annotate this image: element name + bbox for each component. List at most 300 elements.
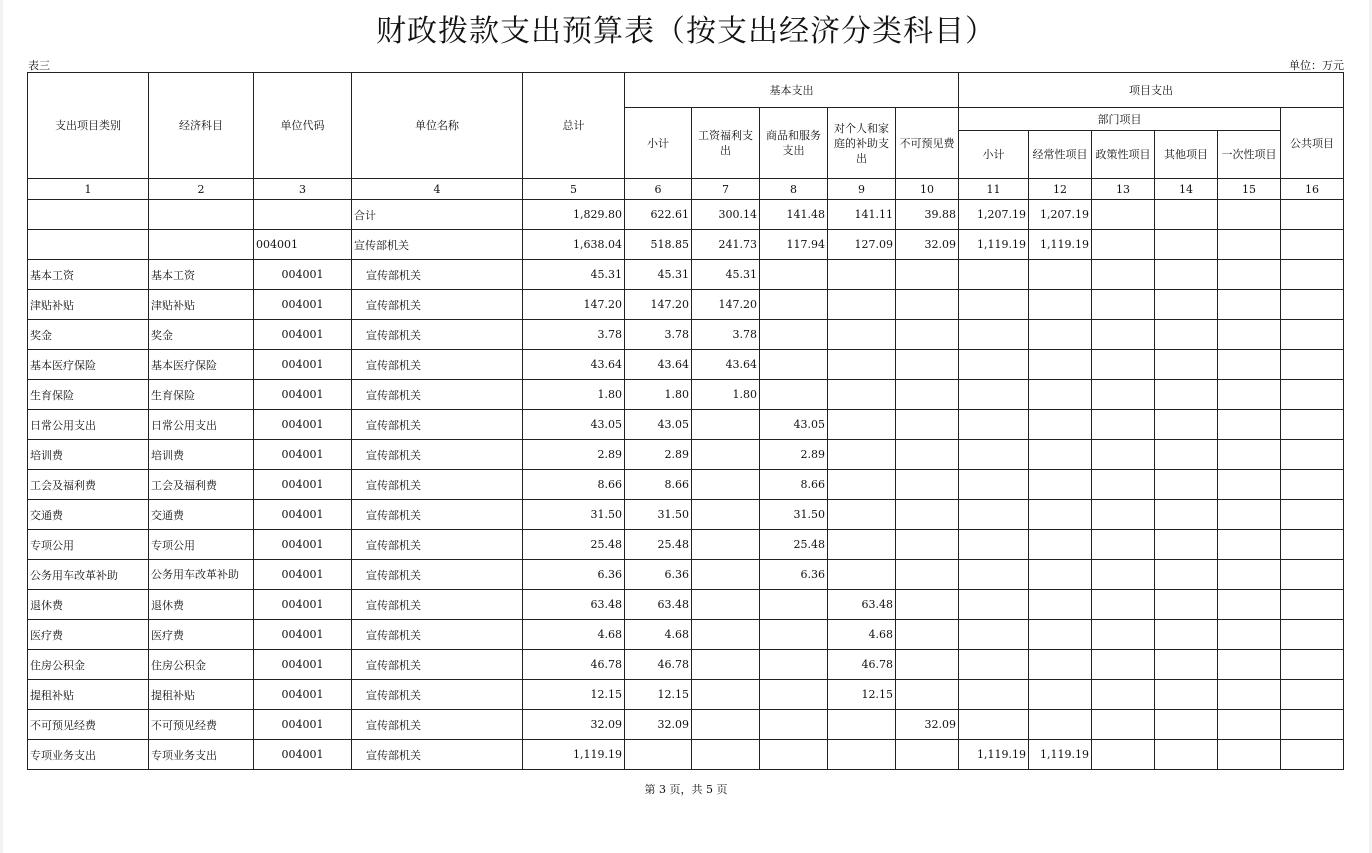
cell-category: 专项公用 xyxy=(28,530,149,560)
cell-wages xyxy=(692,560,760,590)
cell-wages: 3.78 xyxy=(692,320,760,350)
cell-wages xyxy=(692,590,760,620)
cell-basic-subtotal: 147.20 xyxy=(625,290,692,320)
cell-public xyxy=(1281,530,1344,560)
cell-basic-subtotal: 2.89 xyxy=(625,440,692,470)
cell-policy xyxy=(1092,230,1155,260)
cell-project-subtotal xyxy=(959,380,1029,410)
cell-onetime xyxy=(1218,740,1281,770)
cell-wages xyxy=(692,680,760,710)
cell-unforeseen xyxy=(896,530,959,560)
cell-total: 147.20 xyxy=(523,290,625,320)
cell-wages xyxy=(692,620,760,650)
cell-unforeseen xyxy=(896,590,959,620)
cell-personal xyxy=(828,290,896,320)
cell-project-subtotal: 1,119.19 xyxy=(959,740,1029,770)
cell-total: 43.64 xyxy=(523,350,625,380)
cell-project-subtotal xyxy=(959,410,1029,440)
cell-total: 1.80 xyxy=(523,380,625,410)
cell-unforeseen xyxy=(896,260,959,290)
cell-basic-subtotal: 25.48 xyxy=(625,530,692,560)
cell-basic-subtotal: 43.64 xyxy=(625,350,692,380)
cell-econ-subject: 培训费 xyxy=(149,440,254,470)
cell-other xyxy=(1155,350,1218,380)
cell-unit-code: 004001 xyxy=(254,260,352,290)
header-other: 其他项目 xyxy=(1155,131,1218,179)
header-basic-subtotal: 小计 xyxy=(625,108,692,179)
cell-basic-subtotal: 31.50 xyxy=(625,500,692,530)
table-row xyxy=(28,620,1344,650)
cell-project-subtotal xyxy=(959,350,1029,380)
cell-policy xyxy=(1092,590,1155,620)
cell-category: 不可预见经费 xyxy=(28,710,149,740)
cell-wages: 241.73 xyxy=(692,230,760,260)
cell-onetime xyxy=(1218,230,1281,260)
cell-basic-subtotal: 43.05 xyxy=(625,410,692,440)
cell-recurring xyxy=(1029,470,1092,500)
column-index-cell: 1 xyxy=(28,179,149,200)
cell-onetime xyxy=(1218,650,1281,680)
cell-goods: 117.94 xyxy=(760,230,828,260)
cell-basic-subtotal: 4.68 xyxy=(625,620,692,650)
header-goods: 商品和服务支出 xyxy=(760,108,828,179)
cell-total: 1,829.80 xyxy=(523,200,625,230)
column-index-cell: 14 xyxy=(1155,179,1218,200)
cell-total: 2.89 xyxy=(523,440,625,470)
cell-unit-name: 宣传部机关 xyxy=(352,650,523,680)
table-row xyxy=(28,380,1344,410)
cell-recurring xyxy=(1029,320,1092,350)
cell-goods xyxy=(760,320,828,350)
cell-project-subtotal: 1,119.19 xyxy=(959,230,1029,260)
cell-unit-code: 004001 xyxy=(254,500,352,530)
cell-total: 25.48 xyxy=(523,530,625,560)
cell-category: 公务用车改革补助 xyxy=(28,560,149,590)
cell-unforeseen xyxy=(896,650,959,680)
cell-onetime xyxy=(1218,440,1281,470)
column-index-cell: 4 xyxy=(352,179,523,200)
table-row xyxy=(28,650,1344,680)
cell-public xyxy=(1281,440,1344,470)
header-unit-name: 单位名称 xyxy=(352,73,523,179)
cell-unit-code: 004001 xyxy=(254,320,352,350)
cell-policy xyxy=(1092,260,1155,290)
cell-unit-name: 宣传部机关 xyxy=(352,470,523,500)
cell-policy xyxy=(1092,440,1155,470)
cell-policy xyxy=(1092,350,1155,380)
cell-other xyxy=(1155,470,1218,500)
cell-unit-code: 004001 xyxy=(254,230,352,260)
column-index-cell: 8 xyxy=(760,179,828,200)
cell-econ-subject: 退休费 xyxy=(149,590,254,620)
column-index-cell: 13 xyxy=(1092,179,1155,200)
cell-total: 32.09 xyxy=(523,710,625,740)
cell-basic-subtotal: 6.36 xyxy=(625,560,692,590)
cell-econ-subject: 专项公用 xyxy=(149,530,254,560)
cell-unit-code: 004001 xyxy=(254,440,352,470)
cell-category: 津贴补贴 xyxy=(28,290,149,320)
header-category: 支出项目类别 xyxy=(28,73,149,179)
cell-category xyxy=(28,230,149,260)
cell-category: 专项业务支出 xyxy=(28,740,149,770)
cell-total: 6.36 xyxy=(523,560,625,590)
cell-onetime xyxy=(1218,590,1281,620)
cell-recurring xyxy=(1029,620,1092,650)
cell-recurring xyxy=(1029,560,1092,590)
cell-personal xyxy=(828,500,896,530)
cell-unforeseen xyxy=(896,470,959,500)
cell-onetime xyxy=(1218,410,1281,440)
cell-public xyxy=(1281,230,1344,260)
cell-public xyxy=(1281,560,1344,590)
header-dept-group: 部门项目 xyxy=(959,108,1281,131)
cell-project-subtotal xyxy=(959,290,1029,320)
cell-wages xyxy=(692,440,760,470)
cell-recurring xyxy=(1029,350,1092,380)
cell-basic-subtotal: 32.09 xyxy=(625,710,692,740)
cell-onetime xyxy=(1218,560,1281,590)
cell-wages xyxy=(692,470,760,500)
cell-category: 基本医疗保险 xyxy=(28,350,149,380)
cell-unforeseen: 39.88 xyxy=(896,200,959,230)
cell-econ-subject: 生育保险 xyxy=(149,380,254,410)
cell-goods xyxy=(760,590,828,620)
cell-econ-subject: 提租补贴 xyxy=(149,680,254,710)
cell-public xyxy=(1281,260,1344,290)
cell-basic-subtotal: 3.78 xyxy=(625,320,692,350)
cell-unit-name: 宣传部机关 xyxy=(352,740,523,770)
cell-unit-name: 宣传部机关 xyxy=(352,410,523,440)
cell-unit-code: 004001 xyxy=(254,680,352,710)
cell-other xyxy=(1155,380,1218,410)
header-econ-subject: 经济科目 xyxy=(149,73,254,179)
document-title: 财政拨款支出预算表（按支出经济分类科目） xyxy=(376,14,996,49)
cell-category: 日常公用支出 xyxy=(28,410,149,440)
cell-wages xyxy=(692,500,760,530)
cell-policy xyxy=(1092,200,1155,230)
cell-policy xyxy=(1092,290,1155,320)
cell-recurring: 1,119.19 xyxy=(1029,740,1092,770)
column-index-cell: 6 xyxy=(625,179,692,200)
column-index-cell: 12 xyxy=(1029,179,1092,200)
table-row xyxy=(28,680,1344,710)
table-row xyxy=(28,590,1344,620)
cell-unit-name: 合计 xyxy=(352,200,523,230)
cell-project-subtotal xyxy=(959,650,1029,680)
cell-unit-name: 宣传部机关 xyxy=(352,350,523,380)
cell-unit-code: 004001 xyxy=(254,710,352,740)
cell-goods xyxy=(760,620,828,650)
cell-total: 3.78 xyxy=(523,320,625,350)
cell-goods: 31.50 xyxy=(760,500,828,530)
cell-econ-subject: 公务用车改革补助 xyxy=(149,560,254,590)
cell-other xyxy=(1155,440,1218,470)
cell-unforeseen: 32.09 xyxy=(896,230,959,260)
cell-policy xyxy=(1092,620,1155,650)
cell-unforeseen xyxy=(896,680,959,710)
cell-personal xyxy=(828,710,896,740)
cell-policy xyxy=(1092,680,1155,710)
cell-unit-code: 004001 xyxy=(254,620,352,650)
cell-other xyxy=(1155,530,1218,560)
cell-total: 45.31 xyxy=(523,260,625,290)
cell-personal xyxy=(828,740,896,770)
cell-unforeseen xyxy=(896,560,959,590)
cell-other xyxy=(1155,290,1218,320)
cell-public xyxy=(1281,320,1344,350)
column-index-cell: 16 xyxy=(1281,179,1344,200)
cell-personal xyxy=(828,380,896,410)
cell-wages: 45.31 xyxy=(692,260,760,290)
cell-public xyxy=(1281,410,1344,440)
cell-basic-subtotal: 8.66 xyxy=(625,470,692,500)
cell-goods: 43.05 xyxy=(760,410,828,440)
header-public: 公共项目 xyxy=(1281,108,1344,179)
cell-personal: 12.15 xyxy=(828,680,896,710)
cell-recurring xyxy=(1029,530,1092,560)
header-project-group: 项目支出 xyxy=(959,73,1344,108)
cell-total: 46.78 xyxy=(523,650,625,680)
cell-unit-code: 004001 xyxy=(254,410,352,440)
cell-total: 12.15 xyxy=(523,680,625,710)
cell-policy xyxy=(1092,650,1155,680)
cell-goods: 6.36 xyxy=(760,560,828,590)
cell-basic-subtotal: 45.31 xyxy=(625,260,692,290)
cell-goods xyxy=(760,350,828,380)
cell-goods xyxy=(760,710,828,740)
cell-project-subtotal xyxy=(959,470,1029,500)
cell-basic-subtotal: 1.80 xyxy=(625,380,692,410)
cell-project-subtotal xyxy=(959,560,1029,590)
cell-econ-subject: 不可预见经费 xyxy=(149,710,254,740)
cell-econ-subject: 专项业务支出 xyxy=(149,740,254,770)
cell-econ-subject: 交通费 xyxy=(149,500,254,530)
cell-total: 8.66 xyxy=(523,470,625,500)
cell-unforeseen xyxy=(896,320,959,350)
cell-recurring xyxy=(1029,710,1092,740)
cell-policy xyxy=(1092,410,1155,440)
cell-econ-subject: 津贴补贴 xyxy=(149,290,254,320)
cell-category: 工会及福利费 xyxy=(28,470,149,500)
cell-basic-subtotal xyxy=(625,740,692,770)
cell-policy xyxy=(1092,710,1155,740)
cell-econ-subject: 基本工资 xyxy=(149,260,254,290)
cell-unit-code: 004001 xyxy=(254,530,352,560)
cell-personal: 4.68 xyxy=(828,620,896,650)
cell-unit-name: 宣传部机关 xyxy=(352,380,523,410)
cell-goods xyxy=(760,680,828,710)
cell-other xyxy=(1155,200,1218,230)
cell-goods xyxy=(760,260,828,290)
cell-recurring xyxy=(1029,500,1092,530)
column-index-cell: 11 xyxy=(959,179,1029,200)
cell-category: 退休费 xyxy=(28,590,149,620)
cell-category: 住房公积金 xyxy=(28,650,149,680)
cell-policy xyxy=(1092,560,1155,590)
cell-unit-name: 宣传部机关 xyxy=(352,560,523,590)
cell-wages xyxy=(692,410,760,440)
cell-project-subtotal xyxy=(959,710,1029,740)
cell-recurring xyxy=(1029,590,1092,620)
cell-category: 生育保险 xyxy=(28,380,149,410)
header-unit-code: 单位代码 xyxy=(254,73,352,179)
table-row xyxy=(28,230,1344,260)
cell-unforeseen xyxy=(896,440,959,470)
cell-econ-subject: 日常公用支出 xyxy=(149,410,254,440)
cell-personal: 141.11 xyxy=(828,200,896,230)
cell-wages xyxy=(692,710,760,740)
cell-personal xyxy=(828,530,896,560)
cell-econ-subject xyxy=(149,200,254,230)
table-row xyxy=(28,410,1344,440)
cell-goods xyxy=(760,290,828,320)
cell-project-subtotal xyxy=(959,260,1029,290)
cell-wages: 1.80 xyxy=(692,380,760,410)
cell-other xyxy=(1155,740,1218,770)
cell-public xyxy=(1281,200,1344,230)
cell-other xyxy=(1155,650,1218,680)
column-index-cell: 3 xyxy=(254,179,352,200)
cell-other xyxy=(1155,710,1218,740)
cell-basic-subtotal: 63.48 xyxy=(625,590,692,620)
cell-basic-subtotal: 518.85 xyxy=(625,230,692,260)
cell-recurring: 1,207.19 xyxy=(1029,200,1092,230)
cell-econ-subject: 工会及福利费 xyxy=(149,470,254,500)
cell-recurring xyxy=(1029,290,1092,320)
cell-total: 1,119.19 xyxy=(523,740,625,770)
cell-goods: 2.89 xyxy=(760,440,828,470)
cell-unit-code: 004001 xyxy=(254,290,352,320)
cell-unit-name: 宣传部机关 xyxy=(352,440,523,470)
cell-total: 4.68 xyxy=(523,620,625,650)
cell-unit-code: 004001 xyxy=(254,470,352,500)
cell-unit-name: 宣传部机关 xyxy=(352,590,523,620)
column-index-cell: 7 xyxy=(692,179,760,200)
cell-personal: 46.78 xyxy=(828,650,896,680)
cell-unit-name: 宣传部机关 xyxy=(352,230,523,260)
cell-public xyxy=(1281,500,1344,530)
cell-onetime xyxy=(1218,290,1281,320)
cell-unit-code: 004001 xyxy=(254,740,352,770)
cell-policy xyxy=(1092,530,1155,560)
cell-recurring xyxy=(1029,410,1092,440)
cell-policy xyxy=(1092,740,1155,770)
cell-unit-code: 004001 xyxy=(254,380,352,410)
cell-project-subtotal: 1,207.19 xyxy=(959,200,1029,230)
cell-goods: 141.48 xyxy=(760,200,828,230)
cell-unit-name: 宣传部机关 xyxy=(352,620,523,650)
cell-other xyxy=(1155,680,1218,710)
cell-unit-name: 宣传部机关 xyxy=(352,500,523,530)
cell-econ-subject: 奖金 xyxy=(149,320,254,350)
cell-project-subtotal xyxy=(959,530,1029,560)
cell-wages: 300.14 xyxy=(692,200,760,230)
cell-goods xyxy=(760,740,828,770)
table-row xyxy=(28,290,1344,320)
cell-onetime xyxy=(1218,320,1281,350)
cell-other xyxy=(1155,230,1218,260)
cell-econ-subject: 医疗费 xyxy=(149,620,254,650)
table-row xyxy=(28,740,1344,770)
table-body xyxy=(28,200,1344,770)
cell-personal xyxy=(828,320,896,350)
cell-other xyxy=(1155,590,1218,620)
cell-goods: 25.48 xyxy=(760,530,828,560)
cell-category: 提租补贴 xyxy=(28,680,149,710)
table-row xyxy=(28,440,1344,470)
cell-total: 43.05 xyxy=(523,410,625,440)
cell-project-subtotal xyxy=(959,440,1029,470)
cell-project-subtotal xyxy=(959,620,1029,650)
cell-onetime xyxy=(1218,350,1281,380)
cell-econ-subject: 住房公积金 xyxy=(149,650,254,680)
table-row xyxy=(28,530,1344,560)
cell-personal xyxy=(828,410,896,440)
cell-unit-code: 004001 xyxy=(254,650,352,680)
table-row xyxy=(28,350,1344,380)
cell-other xyxy=(1155,560,1218,590)
cell-onetime xyxy=(1218,710,1281,740)
table-row xyxy=(28,560,1344,590)
cell-project-subtotal xyxy=(959,500,1029,530)
cell-category: 交通费 xyxy=(28,500,149,530)
cell-wages: 43.64 xyxy=(692,350,760,380)
cell-category: 医疗费 xyxy=(28,620,149,650)
cell-project-subtotal xyxy=(959,320,1029,350)
cell-other xyxy=(1155,620,1218,650)
cell-onetime xyxy=(1218,200,1281,230)
cell-other xyxy=(1155,320,1218,350)
cell-recurring xyxy=(1029,440,1092,470)
header-basic-group: 基本支出 xyxy=(625,73,959,108)
cell-public xyxy=(1281,740,1344,770)
cell-category: 奖金 xyxy=(28,320,149,350)
table-label: 表三 xyxy=(28,59,50,72)
cell-other xyxy=(1155,500,1218,530)
cell-total: 1,638.04 xyxy=(523,230,625,260)
cell-project-subtotal xyxy=(959,680,1029,710)
cell-personal xyxy=(828,470,896,500)
cell-unforeseen xyxy=(896,410,959,440)
header-policy: 政策性项目 xyxy=(1092,131,1155,179)
cell-basic-subtotal: 622.61 xyxy=(625,200,692,230)
cell-personal: 127.09 xyxy=(828,230,896,260)
table-row xyxy=(28,260,1344,290)
cell-personal xyxy=(828,440,896,470)
column-index-cell: 10 xyxy=(896,179,959,200)
cell-public xyxy=(1281,290,1344,320)
cell-other xyxy=(1155,410,1218,440)
cell-recurring xyxy=(1029,380,1092,410)
cell-unforeseen xyxy=(896,380,959,410)
cell-onetime xyxy=(1218,470,1281,500)
cell-wages xyxy=(692,530,760,560)
cell-unit-name: 宣传部机关 xyxy=(352,530,523,560)
budget-table xyxy=(27,72,1344,770)
cell-personal xyxy=(828,350,896,380)
header-onetime: 一次性项目 xyxy=(1218,131,1281,179)
header-total: 总计 xyxy=(523,73,625,179)
header-unforeseen: 不可预见费 xyxy=(896,108,959,179)
table-row xyxy=(28,470,1344,500)
cell-unforeseen xyxy=(896,740,959,770)
cell-unit-code: 004001 xyxy=(254,590,352,620)
cell-basic-subtotal: 46.78 xyxy=(625,650,692,680)
table-row xyxy=(28,710,1344,740)
cell-project-subtotal xyxy=(959,590,1029,620)
cell-personal xyxy=(828,560,896,590)
cell-unforeseen xyxy=(896,500,959,530)
